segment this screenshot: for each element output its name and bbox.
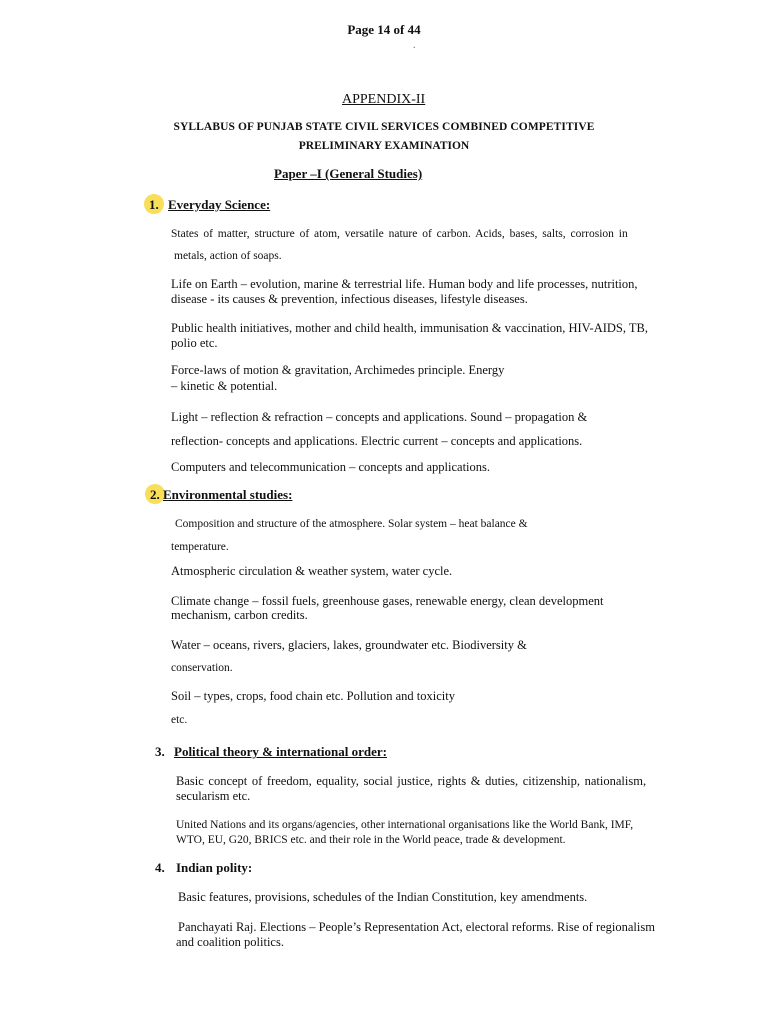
stray-mark: . xyxy=(413,40,416,51)
paragraph-line: Life on Earth – evolution, marine & terrestrial life. Human body and life processes, nutrition, xyxy=(171,277,638,291)
paragraph-line: States of matter, structure of atom, versatile nature of carbon. Acids, bases, salts, corrosion in xyxy=(171,228,628,240)
paragraph-line: – kinetic & potential. xyxy=(171,379,278,393)
paper-title: Paper –I (General Studies) xyxy=(274,166,423,181)
paragraph-line: Basic features, provisions, schedules of the Indian Constitution, key amendments. xyxy=(178,890,588,904)
paragraph-line: temperature. xyxy=(171,541,229,553)
page-number: Page 14 of 44 xyxy=(347,22,421,37)
paragraph-line: metals, action of soaps. xyxy=(174,250,282,262)
paragraph-line: Force-laws of motion & gravitation, Archimedes principle. Energy xyxy=(171,363,505,377)
section-2-title: Environmental studies: xyxy=(163,487,293,502)
paragraph-line: and coalition politics. xyxy=(176,935,284,949)
paragraph-line: mechanism, carbon credits. xyxy=(171,608,308,622)
paragraph-line: Public health initiatives, mother and child health, immunisation & vaccination, HIV-AIDS, TB, xyxy=(171,321,649,335)
paragraph-line: Atmospheric circulation & weather system, water cycle. xyxy=(171,564,453,578)
paragraph-line: disease - its causes & prevention, infectious diseases, lifestyle diseases. xyxy=(171,292,528,306)
section-4-heading xyxy=(155,860,252,876)
section-3-number: 3. xyxy=(155,744,165,759)
paragraph-line: Basic concept of freedom, equality, social justice, rights & duties, citizenship, nationalism, xyxy=(176,774,647,788)
paragraph-line: secularism etc. xyxy=(176,789,251,803)
paragraph-line: polio etc. xyxy=(171,336,218,350)
section-3-heading xyxy=(155,744,387,760)
paragraph-line: etc. xyxy=(171,714,188,726)
paragraph-line: Light – reflection & refraction – concepts and applications. Sound – propagation & xyxy=(171,410,588,424)
syllabus-title-line-2: PRELIMINARY EXAMINATION xyxy=(298,140,470,152)
section-1-title: Everyday Science: xyxy=(168,197,271,212)
paragraph-line: Water – oceans, rivers, glaciers, lakes, groundwater etc. Biodiversity & xyxy=(171,638,527,652)
paragraph-line: conservation. xyxy=(171,662,233,674)
section-4-title: Indian polity: xyxy=(176,860,253,875)
paragraph-line: Climate change – fossil fuels, greenhouse gases, renewable energy, clean development xyxy=(171,594,604,608)
paragraph-line: Panchayati Raj. Elections – People’s Representation Act, electoral reforms. Rise of regionalism xyxy=(178,920,655,934)
paragraph-line: Soil – types, crops, food chain etc. Pollution and toxicity xyxy=(171,689,455,703)
section-1-heading xyxy=(149,197,270,213)
section-1-number: 1. xyxy=(149,197,159,213)
section-3-title: Political theory & international order: xyxy=(174,744,388,759)
paragraph-line: Composition and structure of the atmosphere. Solar system – heat balance & xyxy=(175,518,528,530)
paragraph-line: United Nations and its organs/agencies, other international organisations like the World Bank, IMF, xyxy=(176,819,634,831)
section-2-heading xyxy=(150,487,292,503)
section-2-number: 2. xyxy=(150,487,160,503)
paragraph-line: Computers and telecommunication – concepts and applications. xyxy=(171,460,491,474)
section-4-number: 4. xyxy=(155,860,165,875)
paragraph-line: reflection- concepts and applications. Electric current – concepts and applications. xyxy=(171,434,583,448)
appendix-title: APPENDIX-II xyxy=(342,92,426,107)
syllabus-title-line-1: SYLLABUS OF PUNJAB STATE CIVIL SERVICES COMBINED COMPETITIVE xyxy=(173,121,595,133)
paragraph-line: WTO, EU, G20, BRICS etc. and their role in the World peace, trade & development. xyxy=(176,834,566,846)
